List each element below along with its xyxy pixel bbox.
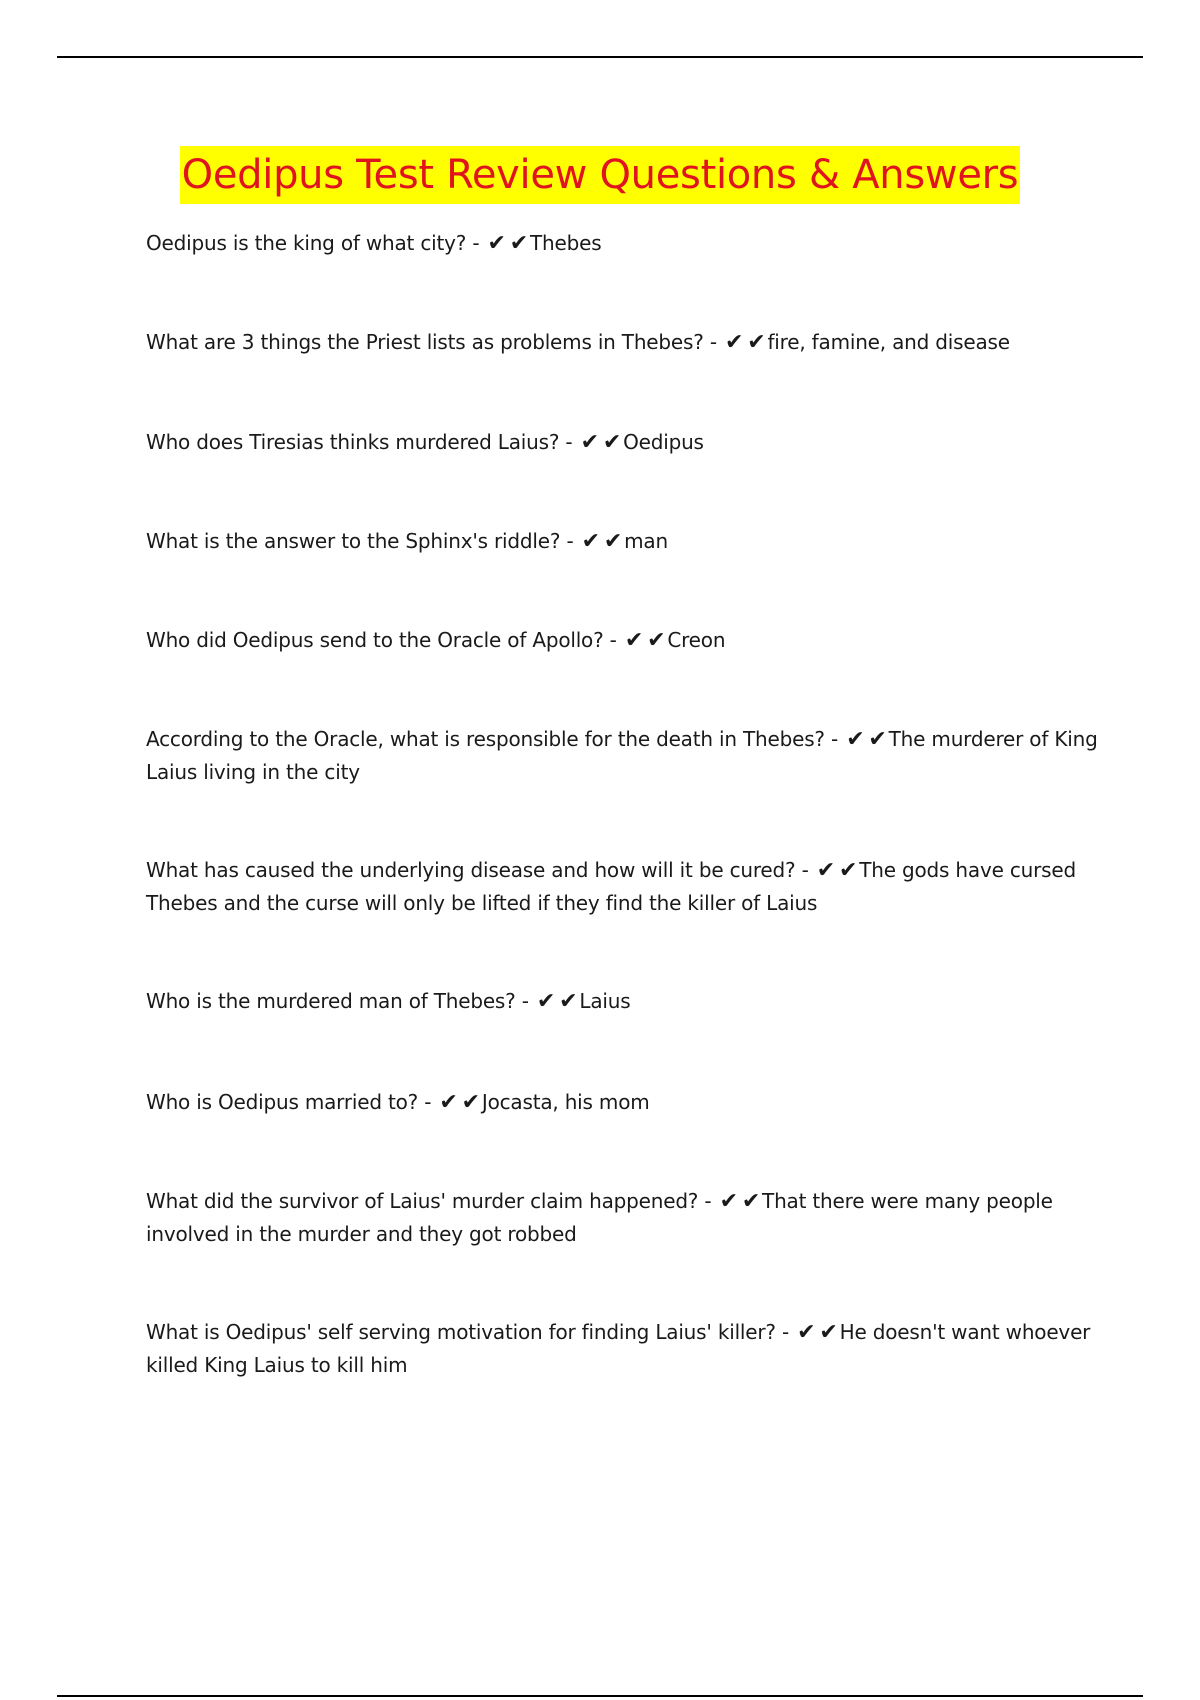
check-icon: ✔ bbox=[725, 330, 744, 355]
title-container bbox=[0, 146, 1200, 204]
check-icon: ✔ bbox=[559, 989, 578, 1014]
bottom-rule bbox=[57, 1695, 1143, 1697]
separator: - bbox=[703, 330, 723, 354]
check-icon: ✔ bbox=[719, 1189, 738, 1214]
question-text: What has caused the underlying disease and how will it be cured? bbox=[146, 858, 796, 882]
question-text: What is Oedipus' self serving motivation for finding Laius' killer? bbox=[146, 1320, 776, 1344]
qa-item-2 bbox=[146, 326, 1106, 359]
separator: - bbox=[698, 1189, 718, 1213]
top-rule bbox=[57, 56, 1143, 58]
question-text: What did the survivor of Laius' murder claim happened? bbox=[146, 1189, 699, 1213]
question-text: Who did Oedipus send to the Oracle of Apollo? bbox=[146, 628, 604, 652]
answer-text: man bbox=[624, 529, 668, 553]
check-icon: ✔ bbox=[536, 989, 556, 1014]
check-icon: ✔ bbox=[624, 628, 644, 653]
check-icon: ✔ bbox=[819, 1320, 838, 1345]
qa-item-10 bbox=[146, 1185, 1106, 1251]
qa-item-3 bbox=[146, 426, 1106, 459]
question-text: Who is Oedipus married to? bbox=[146, 1090, 419, 1114]
check-icon: ✔ bbox=[816, 858, 836, 883]
answer-text: Oedipus bbox=[623, 430, 704, 454]
check-icon: ✔ bbox=[461, 1090, 480, 1115]
question-text: Oedipus is the king of what city? bbox=[146, 231, 467, 255]
qa-item-8 bbox=[146, 985, 1106, 1018]
qa-item-9 bbox=[146, 1086, 1106, 1119]
question-text: Who does Tiresias thinks murdered Laius? bbox=[146, 430, 560, 454]
check-icon: ✔ bbox=[439, 1090, 458, 1115]
separator: - bbox=[775, 1320, 796, 1344]
answer-text: Creon bbox=[667, 628, 726, 652]
question-text: What is the answer to the Sphinx's riddle? bbox=[146, 529, 561, 553]
question-text: According to the Oracle, what is responsible for the death in Thebes? bbox=[146, 727, 825, 751]
separator: - bbox=[795, 858, 815, 882]
check-icon: ✔ bbox=[509, 231, 529, 256]
answer-text: fire, famine, and disease bbox=[767, 330, 1010, 354]
check-icon: ✔ bbox=[741, 1189, 761, 1214]
separator: - bbox=[466, 231, 486, 255]
check-icon: ✔ bbox=[581, 529, 600, 554]
check-icon: ✔ bbox=[797, 1320, 816, 1345]
separator: - bbox=[560, 529, 580, 553]
qa-item-7 bbox=[146, 854, 1106, 920]
separator: - bbox=[418, 1090, 438, 1114]
separator: - bbox=[559, 430, 579, 454]
check-icon: ✔ bbox=[602, 430, 622, 455]
check-icon: ✔ bbox=[839, 858, 858, 883]
answer-text: Laius bbox=[579, 989, 631, 1013]
check-icon: ✔ bbox=[647, 628, 666, 653]
answer-text: Thebes bbox=[530, 231, 602, 255]
answer-text: Jocasta, his mom bbox=[481, 1090, 650, 1114]
question-text: Who is the murdered man of Thebes? bbox=[146, 989, 516, 1013]
check-icon: ✔ bbox=[487, 231, 506, 256]
page-title: Oedipus Test Review Questions & Answers bbox=[180, 146, 1021, 204]
check-icon: ✔ bbox=[846, 727, 865, 752]
qa-item-6 bbox=[146, 723, 1106, 789]
qa-item-4 bbox=[146, 525, 1106, 558]
separator: - bbox=[824, 727, 845, 751]
answer-text: He doesn't want whoever killed King Laius to kill him bbox=[146, 1320, 1091, 1377]
answer-text: That there were many people involved in the murder and they got robbed bbox=[146, 1189, 1053, 1246]
qa-item-5 bbox=[146, 624, 1106, 657]
check-icon: ✔ bbox=[747, 330, 766, 355]
check-icon: ✔ bbox=[868, 727, 887, 752]
check-icon: ✔ bbox=[603, 529, 623, 554]
separator: - bbox=[515, 989, 535, 1013]
question-text: What are 3 things the Priest lists as problems in Thebes? bbox=[146, 330, 704, 354]
separator: - bbox=[603, 628, 623, 652]
answer-text: The murderer of King Laius living in the city bbox=[146, 727, 1098, 784]
qa-item-11 bbox=[146, 1316, 1106, 1382]
answer-text: The gods have cursed Thebes and the curse will only be lifted if they find the killer of Laius bbox=[146, 858, 1076, 915]
qa-item-1 bbox=[146, 227, 1106, 260]
check-icon: ✔ bbox=[580, 430, 599, 455]
